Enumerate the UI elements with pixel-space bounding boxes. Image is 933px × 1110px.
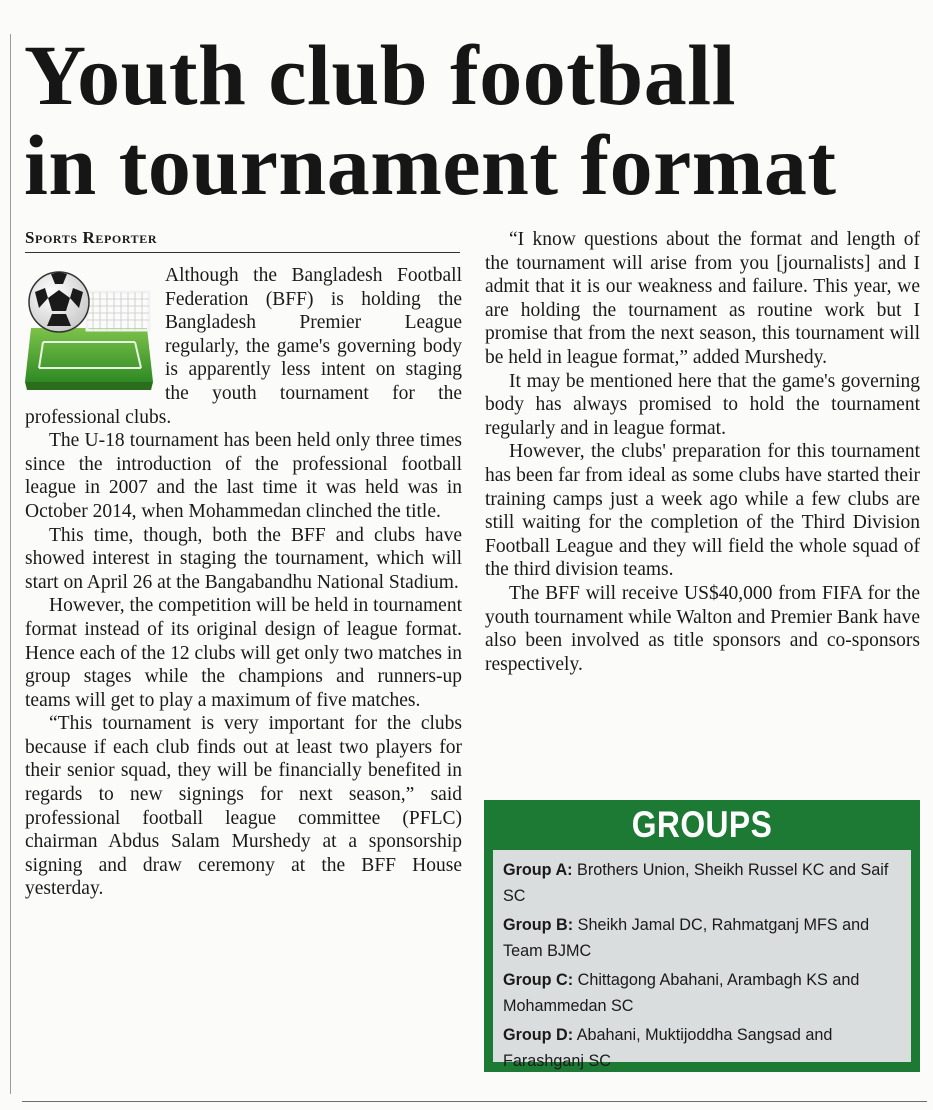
right-column	[485, 228, 920, 676]
group-label: Group B:	[503, 916, 574, 934]
page-left-rule	[10, 34, 11, 1094]
paragraph: It may be mentioned here that the game's governing body has always promised to hold the tournament regularly and in league format.	[485, 370, 920, 439]
headline	[24, 27, 924, 213]
group-d	[503, 1022, 903, 1074]
paragraph: However, the competition will be held in tournament format instead of its original design of league format. Hence each of the 12 clubs will get only two matches in group stages while the champions and runners-up teams will get to play a maximum of five matches.	[25, 595, 462, 711]
group-label: Group D:	[503, 1026, 574, 1044]
group-label: Group C:	[503, 971, 574, 989]
paragraph: “This tournament is very important for the clubs because if each club finds out at least two players for their senior squad, they will be financially benefited in regards to new signings for next season,” said professional football league committee (PFLC) chairman Abdus Salam Murshedy at a sponsorship signing and draw ceremony at the BFF House yesterday.	[25, 713, 462, 900]
headline-line-1: Youth club football	[24, 27, 736, 123]
paragraph: “I know questions about the format and length of the tournament will arise from you [journalists] and I admit that it is our weakness and failure. This year, we are holding the tournament as routine work but I promise that from the next season, this tournament will be held in league format,” added Murshedy.	[485, 229, 920, 368]
paragraph: This time, though, both the BFF and clubs have showed interest in staging the tournament, which will start on April 26 at the Bangabandhu National Stadium.	[25, 524, 462, 593]
group-label: Group A:	[503, 861, 573, 879]
group-c	[503, 967, 903, 1019]
football-goal-icon	[25, 264, 155, 392]
byline-rule	[25, 252, 460, 253]
group-a	[503, 857, 903, 909]
left-column	[25, 264, 462, 901]
byline: Sports Reporter	[25, 228, 158, 247]
bottom-rule	[22, 1101, 927, 1102]
group-teams: Brothers Union, Sheikh Russel KC and Saif SC	[503, 861, 889, 905]
groups-title: GROUPS	[631, 804, 773, 845]
paragraph: The BFF will receive US$40,000 from FIFA for the youth tournament while Walton and Premier Bank have also been involved as title sponsors and co-sponsors respectively.	[485, 582, 920, 675]
group-teams: Abahani, Muktijoddha Sangsad and Farashganj SC	[503, 1026, 833, 1070]
paragraph: The U-18 tournament has been held only three times since the introduction of the professional football league in 2007 and the last time it was held was in October 2014, when Mohammedan clinched the title.	[25, 430, 462, 522]
headline-line-2: in tournament format	[24, 117, 837, 213]
group-teams: Sheikh Jamal DC, Rahmatganj MFS and Team BJMC	[503, 916, 870, 960]
group-teams: Chittagong Abahani, Arambagh KS and Mohammedan SC	[503, 971, 860, 1015]
group-b	[503, 912, 903, 964]
paragraph: However, the clubs' preparation for this tournament has been far from ideal as some clubs have started their training camps just a week ago while a few clubs are still waiting for the completion of the Third Division Football League and they will field the whole squad of the third division teams.	[485, 441, 920, 581]
groups-list	[493, 850, 911, 1070]
paragraph: Although the Bangladesh Football Federation (BFF) is holding the Bangladesh Premier League regularly, the game's governing body is apparently less intent on staging the youth tournament for the professional clubs.	[25, 265, 462, 428]
groups-box	[484, 800, 920, 1072]
